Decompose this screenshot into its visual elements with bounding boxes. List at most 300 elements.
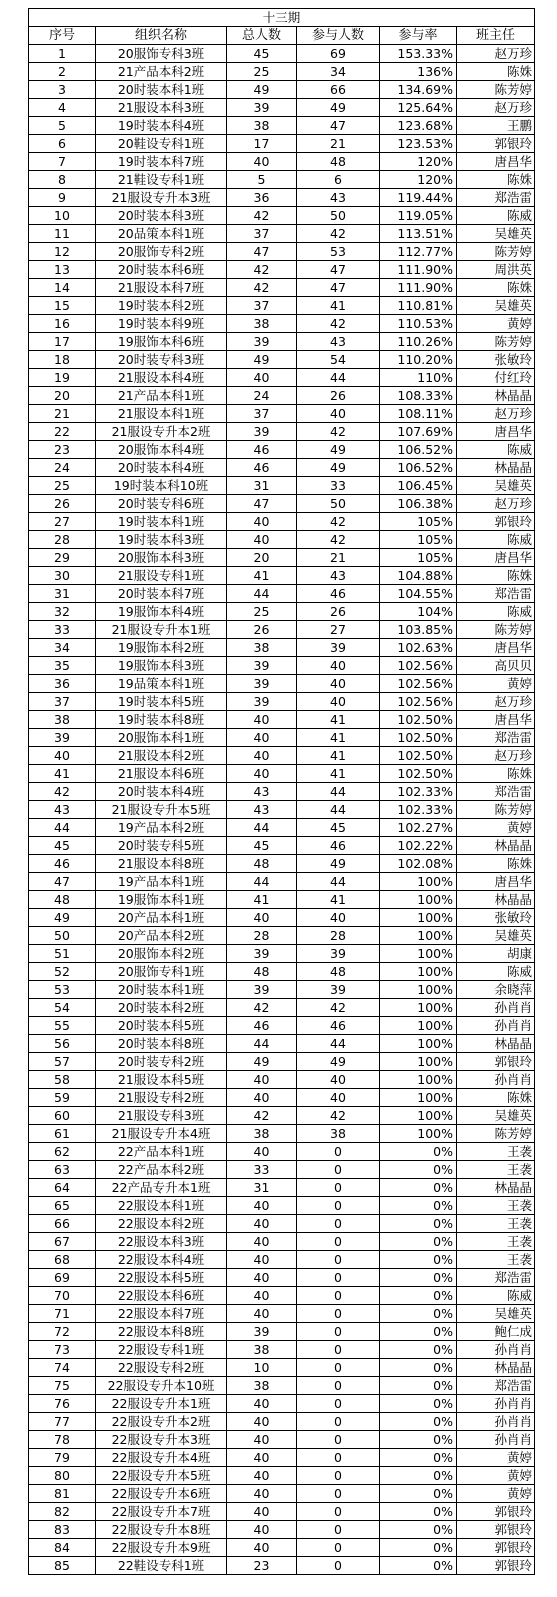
cell-participants: 39 bbox=[297, 945, 380, 963]
cell-index: 61 bbox=[29, 1125, 96, 1143]
cell-teacher: 郑浩雷 bbox=[457, 189, 535, 207]
cell-teacher: 吴雄英 bbox=[457, 225, 535, 243]
cell-rate: 0% bbox=[380, 1197, 457, 1215]
cell-total: 40 bbox=[227, 1521, 297, 1539]
cell-index: 26 bbox=[29, 495, 96, 513]
table-row bbox=[29, 369, 535, 387]
cell-org-name: 22服设专升本8班 bbox=[96, 1521, 227, 1539]
cell-rate: 0% bbox=[380, 1143, 457, 1161]
cell-total: 40 bbox=[227, 531, 297, 549]
cell-org-name: 22产品本科2班 bbox=[96, 1161, 227, 1179]
header-row bbox=[29, 27, 535, 45]
cell-teacher: 陈威 bbox=[457, 963, 535, 981]
cell-participants: 46 bbox=[297, 585, 380, 603]
cell-teacher: 高贝贝 bbox=[457, 657, 535, 675]
cell-total: 40 bbox=[227, 765, 297, 783]
cell-total: 42 bbox=[227, 261, 297, 279]
table-row bbox=[29, 297, 535, 315]
cell-participants: 0 bbox=[297, 1503, 380, 1521]
cell-teacher: 郭银玲 bbox=[457, 135, 535, 153]
table-row bbox=[29, 675, 535, 693]
cell-total: 40 bbox=[227, 1143, 297, 1161]
cell-teacher: 唐昌华 bbox=[457, 423, 535, 441]
cell-rate: 0% bbox=[380, 1503, 457, 1521]
cell-participants: 42 bbox=[297, 1107, 380, 1125]
table-row bbox=[29, 225, 535, 243]
table-row bbox=[29, 189, 535, 207]
cell-total: 48 bbox=[227, 963, 297, 981]
cell-rate: 105% bbox=[380, 531, 457, 549]
cell-participants: 28 bbox=[297, 927, 380, 945]
cell-index: 46 bbox=[29, 855, 96, 873]
cell-rate: 0% bbox=[380, 1215, 457, 1233]
cell-total: 10 bbox=[227, 1359, 297, 1377]
table-row bbox=[29, 873, 535, 891]
cell-index: 16 bbox=[29, 315, 96, 333]
cell-rate: 100% bbox=[380, 873, 457, 891]
cell-index: 22 bbox=[29, 423, 96, 441]
table-row bbox=[29, 135, 535, 153]
cell-index: 55 bbox=[29, 1017, 96, 1035]
table-row bbox=[29, 207, 535, 225]
cell-teacher: 陈姝 bbox=[457, 1089, 535, 1107]
cell-rate: 102.50% bbox=[380, 765, 457, 783]
cell-rate: 103.85% bbox=[380, 621, 457, 639]
cell-teacher: 陈姝 bbox=[457, 765, 535, 783]
cell-teacher: 陈威 bbox=[457, 1287, 535, 1305]
cell-org-name: 21服设专升本2班 bbox=[96, 423, 227, 441]
table-row bbox=[29, 459, 535, 477]
table-row bbox=[29, 729, 535, 747]
cell-index: 12 bbox=[29, 243, 96, 261]
cell-org-name: 21产品本科2班 bbox=[96, 63, 227, 81]
cell-rate: 100% bbox=[380, 1107, 457, 1125]
table-row bbox=[29, 477, 535, 495]
cell-participants: 44 bbox=[297, 801, 380, 819]
cell-rate: 108.11% bbox=[380, 405, 457, 423]
cell-index: 38 bbox=[29, 711, 96, 729]
cell-teacher: 陈姝 bbox=[457, 63, 535, 81]
cell-total: 38 bbox=[227, 639, 297, 657]
cell-participants: 41 bbox=[297, 729, 380, 747]
cell-teacher: 赵万珍 bbox=[457, 405, 535, 423]
table-row bbox=[29, 1125, 535, 1143]
cell-rate: 102.56% bbox=[380, 693, 457, 711]
cell-teacher: 唐昌华 bbox=[457, 711, 535, 729]
cell-rate: 113.51% bbox=[380, 225, 457, 243]
table-row bbox=[29, 333, 535, 351]
cell-index: 65 bbox=[29, 1197, 96, 1215]
table-row bbox=[29, 423, 535, 441]
cell-participants: 39 bbox=[297, 639, 380, 657]
cell-participants: 0 bbox=[297, 1233, 380, 1251]
cell-rate: 105% bbox=[380, 549, 457, 567]
cell-participants: 46 bbox=[297, 837, 380, 855]
cell-teacher: 黄婷 bbox=[457, 1449, 535, 1467]
cell-teacher: 王袭 bbox=[457, 1215, 535, 1233]
cell-index: 27 bbox=[29, 513, 96, 531]
cell-participants: 0 bbox=[297, 1413, 380, 1431]
cell-rate: 0% bbox=[380, 1179, 457, 1197]
cell-participants: 46 bbox=[297, 1017, 380, 1035]
cell-index: 3 bbox=[29, 81, 96, 99]
table-row bbox=[29, 1395, 535, 1413]
cell-participants: 0 bbox=[297, 1521, 380, 1539]
cell-participants: 21 bbox=[297, 135, 380, 153]
table-row bbox=[29, 1323, 535, 1341]
cell-teacher: 吴雄英 bbox=[457, 297, 535, 315]
cell-teacher: 郑浩雷 bbox=[457, 783, 535, 801]
cell-index: 67 bbox=[29, 1233, 96, 1251]
cell-teacher: 黄婷 bbox=[457, 315, 535, 333]
cell-total: 40 bbox=[227, 711, 297, 729]
cell-participants: 0 bbox=[297, 1485, 380, 1503]
table-row bbox=[29, 1431, 535, 1449]
cell-participants: 48 bbox=[297, 963, 380, 981]
table-row bbox=[29, 549, 535, 567]
cell-rate: 111.90% bbox=[380, 261, 457, 279]
table-row bbox=[29, 1449, 535, 1467]
cell-teacher: 孙肖肖 bbox=[457, 1071, 535, 1089]
cell-total: 39 bbox=[227, 423, 297, 441]
cell-teacher: 林晶晶 bbox=[457, 387, 535, 405]
cell-participants: 26 bbox=[297, 387, 380, 405]
cell-total: 40 bbox=[227, 747, 297, 765]
cell-total: 40 bbox=[227, 1269, 297, 1287]
cell-total: 46 bbox=[227, 1017, 297, 1035]
cell-teacher: 张敏玲 bbox=[457, 909, 535, 927]
cell-total: 44 bbox=[227, 873, 297, 891]
cell-rate: 153.33% bbox=[380, 45, 457, 63]
cell-org-name: 19时装本科9班 bbox=[96, 315, 227, 333]
cell-total: 47 bbox=[227, 495, 297, 513]
cell-rate: 0% bbox=[380, 1323, 457, 1341]
cell-org-name: 22服设专升本2班 bbox=[96, 1413, 227, 1431]
cell-teacher: 郭银玲 bbox=[457, 1053, 535, 1071]
cell-teacher: 吴雄英 bbox=[457, 1107, 535, 1125]
cell-teacher: 赵万珍 bbox=[457, 747, 535, 765]
cell-rate: 102.56% bbox=[380, 675, 457, 693]
cell-org-name: 21服设专科1班 bbox=[96, 567, 227, 585]
cell-total: 39 bbox=[227, 1323, 297, 1341]
cell-total: 46 bbox=[227, 441, 297, 459]
cell-total: 49 bbox=[227, 1053, 297, 1071]
cell-total: 40 bbox=[227, 1539, 297, 1557]
table-row bbox=[29, 531, 535, 549]
cell-rate: 102.50% bbox=[380, 747, 457, 765]
cell-rate: 0% bbox=[380, 1161, 457, 1179]
cell-total: 42 bbox=[227, 207, 297, 225]
cell-index: 28 bbox=[29, 531, 96, 549]
table-row bbox=[29, 837, 535, 855]
cell-index: 58 bbox=[29, 1071, 96, 1089]
column-header-index: 序号 bbox=[29, 27, 96, 45]
cell-org-name: 22服设专升本7班 bbox=[96, 1503, 227, 1521]
cell-index: 9 bbox=[29, 189, 96, 207]
cell-participants: 0 bbox=[297, 1179, 380, 1197]
cell-rate: 105% bbox=[380, 513, 457, 531]
cell-index: 53 bbox=[29, 981, 96, 999]
cell-teacher: 孙肖肖 bbox=[457, 1413, 535, 1431]
title-row bbox=[29, 9, 535, 27]
cell-teacher: 郭银玲 bbox=[457, 1521, 535, 1539]
cell-rate: 102.50% bbox=[380, 711, 457, 729]
cell-total: 40 bbox=[227, 1251, 297, 1269]
cell-index: 83 bbox=[29, 1521, 96, 1539]
table-row bbox=[29, 927, 535, 945]
cell-participants: 41 bbox=[297, 891, 380, 909]
cell-participants: 40 bbox=[297, 675, 380, 693]
table-row bbox=[29, 567, 535, 585]
cell-rate: 0% bbox=[380, 1467, 457, 1485]
table-row bbox=[29, 495, 535, 513]
cell-participants: 42 bbox=[297, 423, 380, 441]
cell-teacher: 王袭 bbox=[457, 1197, 535, 1215]
cell-teacher: 赵万珍 bbox=[457, 693, 535, 711]
cell-teacher: 郑浩雷 bbox=[457, 729, 535, 747]
table-row bbox=[29, 1269, 535, 1287]
cell-total: 39 bbox=[227, 333, 297, 351]
cell-rate: 100% bbox=[380, 1035, 457, 1053]
cell-rate: 100% bbox=[380, 927, 457, 945]
cell-org-name: 19时装本科1班 bbox=[96, 513, 227, 531]
cell-teacher: 黄婷 bbox=[457, 1467, 535, 1485]
cell-participants: 44 bbox=[297, 369, 380, 387]
cell-org-name: 21服设专升本3班 bbox=[96, 189, 227, 207]
cell-index: 29 bbox=[29, 549, 96, 567]
cell-rate: 100% bbox=[380, 999, 457, 1017]
cell-org-name: 20服饰专科2班 bbox=[96, 243, 227, 261]
cell-rate: 0% bbox=[380, 1305, 457, 1323]
participation-table bbox=[28, 8, 535, 1575]
cell-rate: 104% bbox=[380, 603, 457, 621]
cell-index: 15 bbox=[29, 297, 96, 315]
cell-org-name: 21服设本科7班 bbox=[96, 279, 227, 297]
cell-total: 25 bbox=[227, 63, 297, 81]
cell-index: 11 bbox=[29, 225, 96, 243]
table-row bbox=[29, 819, 535, 837]
cell-total: 43 bbox=[227, 801, 297, 819]
cell-participants: 53 bbox=[297, 243, 380, 261]
cell-total: 38 bbox=[227, 315, 297, 333]
cell-participants: 42 bbox=[297, 315, 380, 333]
table-row bbox=[29, 1539, 535, 1557]
cell-rate: 110% bbox=[380, 369, 457, 387]
cell-org-name: 19服饰本科1班 bbox=[96, 891, 227, 909]
cell-teacher: 王袭 bbox=[457, 1161, 535, 1179]
table-row bbox=[29, 783, 535, 801]
cell-org-name: 20时装本科6班 bbox=[96, 261, 227, 279]
cell-teacher: 唐昌华 bbox=[457, 153, 535, 171]
cell-index: 10 bbox=[29, 207, 96, 225]
cell-total: 42 bbox=[227, 279, 297, 297]
cell-rate: 102.63% bbox=[380, 639, 457, 657]
cell-org-name: 21服设专科2班 bbox=[96, 1089, 227, 1107]
cell-participants: 43 bbox=[297, 189, 380, 207]
cell-org-name: 21产品本科1班 bbox=[96, 387, 227, 405]
table-row bbox=[29, 1053, 535, 1071]
table-row bbox=[29, 909, 535, 927]
cell-index: 20 bbox=[29, 387, 96, 405]
cell-teacher: 余晓萍 bbox=[457, 981, 535, 999]
cell-org-name: 22服设本科1班 bbox=[96, 1197, 227, 1215]
cell-index: 60 bbox=[29, 1107, 96, 1125]
cell-rate: 100% bbox=[380, 1125, 457, 1143]
cell-teacher: 孙肖肖 bbox=[457, 1431, 535, 1449]
table-row bbox=[29, 63, 535, 81]
cell-org-name: 22鞋设专科1班 bbox=[96, 1557, 227, 1575]
cell-total: 38 bbox=[227, 1377, 297, 1395]
cell-teacher: 陈威 bbox=[457, 531, 535, 549]
cell-total: 28 bbox=[227, 927, 297, 945]
cell-index: 44 bbox=[29, 819, 96, 837]
cell-teacher: 陈芳婷 bbox=[457, 801, 535, 819]
table-row bbox=[29, 1557, 535, 1575]
table-row bbox=[29, 1305, 535, 1323]
cell-teacher: 孙肖肖 bbox=[457, 1341, 535, 1359]
cell-participants: 45 bbox=[297, 819, 380, 837]
cell-rate: 0% bbox=[380, 1413, 457, 1431]
cell-total: 40 bbox=[227, 1071, 297, 1089]
table-row bbox=[29, 1161, 535, 1179]
cell-org-name: 19产品本科2班 bbox=[96, 819, 227, 837]
cell-total: 40 bbox=[227, 1413, 297, 1431]
cell-rate: 106.45% bbox=[380, 477, 457, 495]
cell-org-name: 21服设本科4班 bbox=[96, 369, 227, 387]
cell-index: 54 bbox=[29, 999, 96, 1017]
cell-participants: 0 bbox=[297, 1449, 380, 1467]
table-title: 十三期 bbox=[29, 9, 535, 27]
cell-teacher: 郑浩雷 bbox=[457, 1377, 535, 1395]
table-row bbox=[29, 1197, 535, 1215]
cell-participants: 40 bbox=[297, 693, 380, 711]
cell-index: 24 bbox=[29, 459, 96, 477]
cell-teacher: 王鹏 bbox=[457, 117, 535, 135]
cell-teacher: 吴雄英 bbox=[457, 1305, 535, 1323]
cell-org-name: 20产品本科1班 bbox=[96, 909, 227, 927]
cell-rate: 0% bbox=[380, 1539, 457, 1557]
table-row bbox=[29, 855, 535, 873]
cell-participants: 44 bbox=[297, 1035, 380, 1053]
cell-total: 40 bbox=[227, 1287, 297, 1305]
cell-total: 40 bbox=[227, 1503, 297, 1521]
cell-rate: 107.69% bbox=[380, 423, 457, 441]
cell-index: 18 bbox=[29, 351, 96, 369]
cell-rate: 0% bbox=[380, 1269, 457, 1287]
cell-rate: 102.33% bbox=[380, 801, 457, 819]
cell-participants: 42 bbox=[297, 531, 380, 549]
table-row bbox=[29, 1071, 535, 1089]
cell-total: 40 bbox=[227, 1449, 297, 1467]
cell-teacher: 张敏玲 bbox=[457, 351, 535, 369]
cell-org-name: 22服设本科5班 bbox=[96, 1269, 227, 1287]
table-row bbox=[29, 1089, 535, 1107]
table-row bbox=[29, 1143, 535, 1161]
cell-participants: 49 bbox=[297, 459, 380, 477]
cell-participants: 0 bbox=[297, 1305, 380, 1323]
cell-rate: 104.88% bbox=[380, 567, 457, 585]
cell-org-name: 20服饰本科4班 bbox=[96, 441, 227, 459]
cell-participants: 49 bbox=[297, 855, 380, 873]
cell-participants: 0 bbox=[297, 1287, 380, 1305]
cell-index: 14 bbox=[29, 279, 96, 297]
cell-rate: 0% bbox=[380, 1395, 457, 1413]
cell-index: 45 bbox=[29, 837, 96, 855]
cell-index: 51 bbox=[29, 945, 96, 963]
cell-index: 84 bbox=[29, 1539, 96, 1557]
cell-rate: 0% bbox=[380, 1251, 457, 1269]
cell-index: 1 bbox=[29, 45, 96, 63]
cell-total: 23 bbox=[227, 1557, 297, 1575]
cell-index: 48 bbox=[29, 891, 96, 909]
cell-org-name: 20时装本科7班 bbox=[96, 585, 227, 603]
cell-org-name: 22服设专科2班 bbox=[96, 1359, 227, 1377]
cell-org-name: 20时装本科5班 bbox=[96, 1017, 227, 1035]
cell-rate: 106.52% bbox=[380, 441, 457, 459]
cell-index: 47 bbox=[29, 873, 96, 891]
cell-rate: 111.90% bbox=[380, 279, 457, 297]
cell-rate: 0% bbox=[380, 1377, 457, 1395]
cell-index: 31 bbox=[29, 585, 96, 603]
cell-participants: 0 bbox=[297, 1251, 380, 1269]
cell-total: 44 bbox=[227, 585, 297, 603]
cell-org-name: 20时装专科2班 bbox=[96, 1053, 227, 1071]
cell-teacher: 陈姝 bbox=[457, 279, 535, 297]
cell-rate: 108.33% bbox=[380, 387, 457, 405]
cell-participants: 41 bbox=[297, 747, 380, 765]
column-header-rate: 参与率 bbox=[380, 27, 457, 45]
table-row bbox=[29, 621, 535, 639]
cell-total: 39 bbox=[227, 675, 297, 693]
cell-participants: 0 bbox=[297, 1161, 380, 1179]
cell-participants: 0 bbox=[297, 1215, 380, 1233]
cell-index: 39 bbox=[29, 729, 96, 747]
cell-participants: 40 bbox=[297, 657, 380, 675]
cell-participants: 0 bbox=[297, 1467, 380, 1485]
cell-org-name: 22服设专升本6班 bbox=[96, 1485, 227, 1503]
cell-participants: 0 bbox=[297, 1341, 380, 1359]
cell-teacher: 陈芳婷 bbox=[457, 243, 535, 261]
cell-teacher: 郭银玲 bbox=[457, 1539, 535, 1557]
cell-total: 5 bbox=[227, 171, 297, 189]
table-row bbox=[29, 315, 535, 333]
cell-teacher: 唐昌华 bbox=[457, 549, 535, 567]
cell-total: 40 bbox=[227, 1233, 297, 1251]
cell-rate: 119.44% bbox=[380, 189, 457, 207]
cell-rate: 100% bbox=[380, 891, 457, 909]
cell-org-name: 21服设本科1班 bbox=[96, 405, 227, 423]
cell-rate: 0% bbox=[380, 1485, 457, 1503]
cell-org-name: 19时装本科10班 bbox=[96, 477, 227, 495]
cell-org-name: 21服设专科3班 bbox=[96, 1107, 227, 1125]
cell-org-name: 21服设本科2班 bbox=[96, 747, 227, 765]
cell-org-name: 21服设专升本5班 bbox=[96, 801, 227, 819]
cell-total: 37 bbox=[227, 405, 297, 423]
cell-rate: 100% bbox=[380, 945, 457, 963]
cell-participants: 0 bbox=[297, 1539, 380, 1557]
cell-total: 26 bbox=[227, 621, 297, 639]
cell-index: 85 bbox=[29, 1557, 96, 1575]
cell-rate: 106.38% bbox=[380, 495, 457, 513]
cell-total: 20 bbox=[227, 549, 297, 567]
cell-total: 40 bbox=[227, 153, 297, 171]
table-row bbox=[29, 711, 535, 729]
cell-teacher: 孙肖肖 bbox=[457, 1395, 535, 1413]
cell-total: 38 bbox=[227, 1125, 297, 1143]
cell-org-name: 20时装本科1班 bbox=[96, 81, 227, 99]
cell-total: 40 bbox=[227, 1215, 297, 1233]
cell-total: 49 bbox=[227, 351, 297, 369]
